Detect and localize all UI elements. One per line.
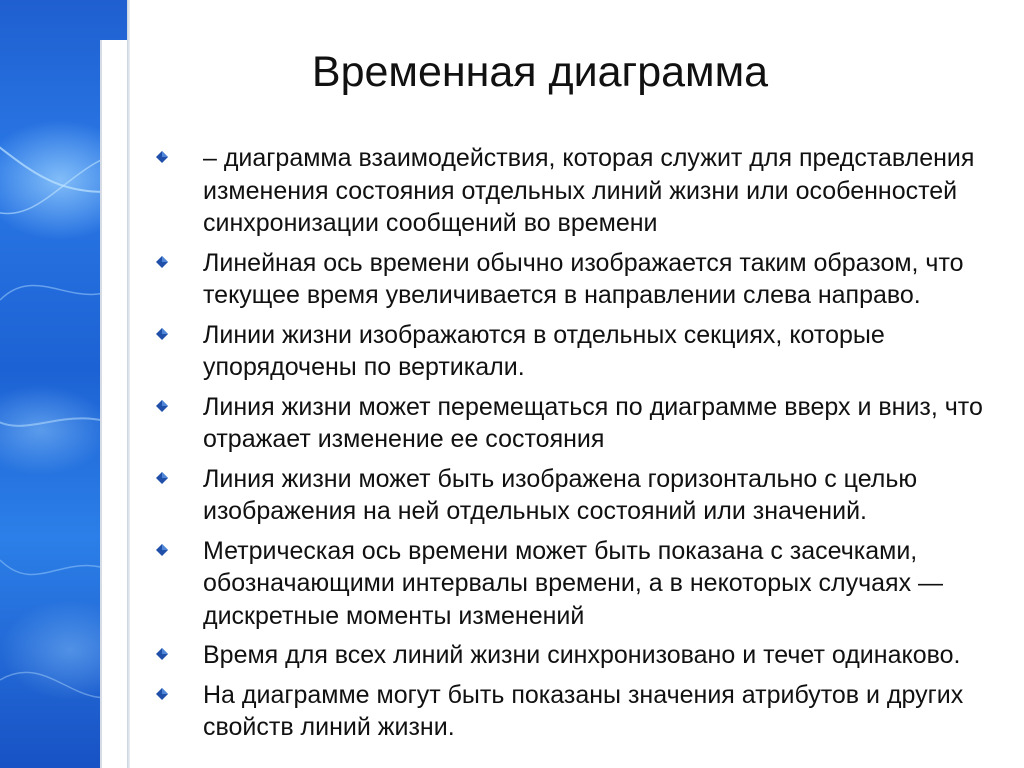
bullet-item (148, 463, 1014, 528)
bullet-item (148, 391, 1014, 456)
diamond-bullet-icon (156, 328, 168, 340)
bullet-text: Линия жизни может перемещаться по диаграмме вверх и вниз, что отражает изменение ее состояния (203, 392, 983, 453)
diamond-bullet-icon (156, 256, 168, 268)
bullet-text: Линия жизни может быть изображена горизонтально с целью изображения на ней отдельных состояний или значений. (203, 464, 918, 525)
diamond-bullet-icon (156, 544, 168, 556)
bullet-text: – диаграмма взаимодействия, которая служит для представления изменения состояния отдельных линий жизни или особенностей синхронизации сообщений во времени (203, 144, 975, 237)
side-panel-notch (100, 40, 127, 768)
bullet-item (148, 142, 1014, 240)
diamond-bullet-icon (156, 472, 168, 484)
bullet-item (148, 319, 1014, 384)
bullet-text: Линии жизни изображаются в отдельных секциях, которые упорядочены по вертикали. (203, 320, 885, 381)
bullet-item (148, 535, 1014, 633)
diamond-bullet-icon (156, 648, 168, 660)
diamond-bullet-icon (156, 400, 168, 412)
diamond-bullet-icon (156, 151, 168, 163)
bullet-text: На диаграмме могут быть показаны значения атрибутов и других свойств линий жизни. (203, 680, 964, 741)
bullet-list (148, 142, 1014, 751)
bullet-item (148, 639, 1014, 672)
bullet-item (148, 247, 1014, 312)
diamond-bullet-icon (156, 688, 168, 700)
side-panel-edge (127, 0, 130, 768)
bullet-text: Метрическая ось времени может быть показана с засечками, обозначающими интервалы времени, а в некоторых случаях — дискретные моменты изменений (203, 536, 944, 630)
bullet-text: Время для всех линий жизни синхронизовано и течет одинаково. (203, 641, 961, 669)
slide-title: Временная диаграмма (311, 48, 769, 96)
bullet-text: Линейная ось времени обычно изображается таким образом, что текущее время увеличивается в направлении слева направо. (203, 248, 964, 309)
bullet-item (148, 679, 1014, 744)
